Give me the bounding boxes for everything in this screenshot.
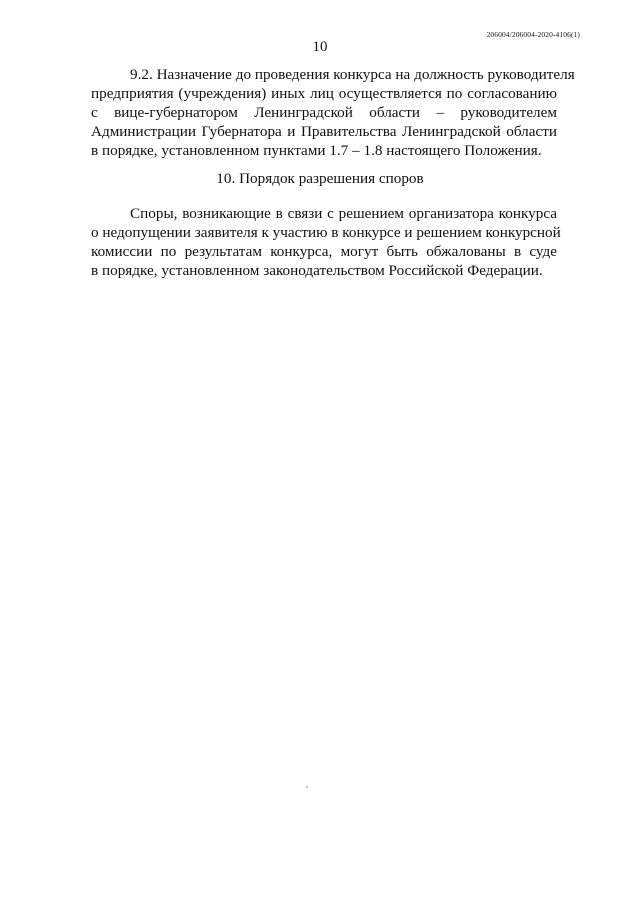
paragraph-line: Споры, возникающие в связи с решением организатора конкурса: [130, 205, 557, 222]
paragraph-line: Администрации Губернатора и Правительства Ленинградской области: [91, 123, 557, 140]
paragraph-9-2: [91, 65, 575, 160]
paragraph-line: предприятия (учреждения) иных лиц осуществляется по согласованию: [91, 85, 557, 102]
paragraph-line: в порядке, установленном законодательством Российской Федерации.: [91, 262, 543, 279]
paragraph-line: о недопущении заявителя к участию в конкурсе и решением конкурсной: [91, 224, 561, 241]
paragraph-line: с вице-губернатором Ленинградской области – руководителем: [91, 104, 557, 121]
paragraph-line: комиссии по результатам конкурса, могут быть обжалованы в суде: [91, 243, 557, 260]
paragraph-10: [91, 204, 561, 280]
page-number: 10: [312, 39, 328, 55]
scan-speck: [306, 786, 308, 788]
section-heading: 10. Порядок разрешения споров: [216, 170, 424, 187]
paragraph-line: 9.2. Назначение до проведения конкурса на должность руководителя: [130, 66, 575, 83]
paragraph-line: в порядке, установленном пунктами 1.7 – 1.8 настоящего Положения.: [91, 142, 542, 159]
document-id: 206004/206004-2020-4106(1): [486, 30, 580, 39]
